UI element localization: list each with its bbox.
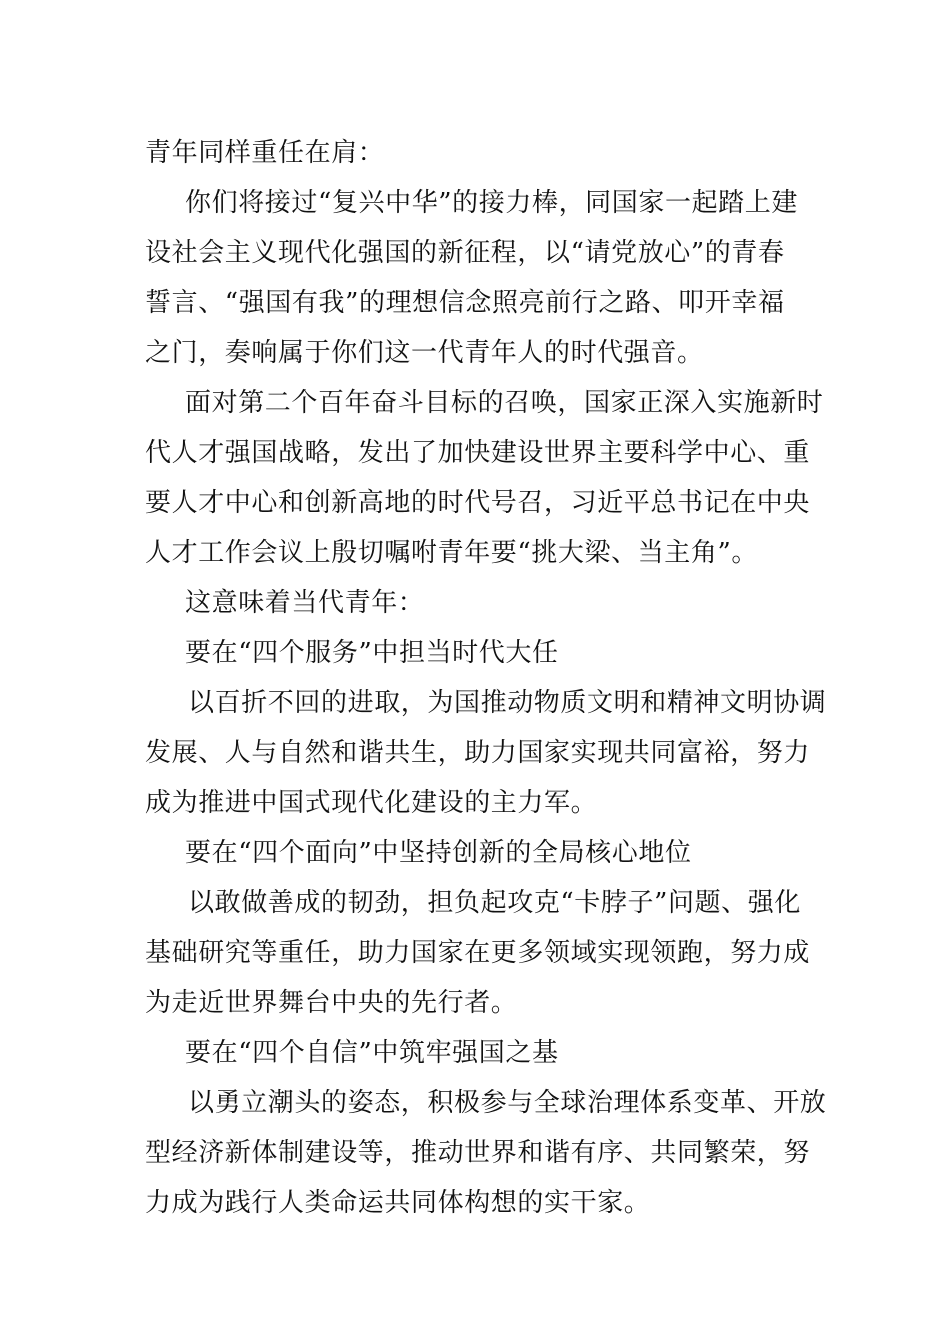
text-line: 人才工作会议上殷切嘱咐青年要“挑大梁、当主角”。	[145, 538, 758, 568]
text-line: 之门，奏响属于你们这一代青年人的时代强音。	[145, 338, 704, 368]
text-line: 力成为践行人类命运共同体构想的实干家。	[145, 1188, 651, 1218]
text-line: 以勇立潮头的姿态，积极参与全球治理体系变革、开放	[188, 1088, 827, 1118]
text-line: 你们将接过“复兴中华”的接力棒，同国家一起踏上建	[185, 188, 798, 218]
text-line: 代人才强国战略，发出了加快建设世界主要科学中心、重	[145, 438, 811, 468]
text-line: 要在“四个服务”中担当时代大任	[185, 638, 559, 668]
text-line: 以敢做善成的韧劲，担负起攻克“卡脖子”问题、强化	[188, 888, 801, 918]
text-line: 以百折不回的进取，为国推动物质文明和精神文明协调	[188, 688, 827, 718]
text-line: 这意味着当代青年：	[185, 588, 425, 618]
text-line: 型经济新体制建设等，推动世界和谐有序、共同繁荣，努	[145, 1138, 811, 1168]
text-line: 要人才中心和创新高地的时代号召，习近平总书记在中央	[145, 488, 811, 518]
text-line: 青年同样重任在肩：	[145, 138, 385, 168]
text-line: 发展、人与自然和谐共生，助力国家实现共同富裕，努力	[145, 738, 811, 768]
text-line: 要在“四个面向”中坚持创新的全局核心地位	[185, 838, 692, 868]
text-line: 要在“四个自信”中筑牢强国之基	[185, 1038, 559, 1068]
text-line: 基础研究等重任，助力国家在更多领域实现领跑，努力成	[145, 938, 811, 968]
text-line: 为走近世界舞台中央的先行者。	[145, 988, 518, 1018]
text-line: 誓言、“强国有我”的理想信念照亮前行之路、叩开幸福	[145, 288, 785, 318]
text-line: 面对第二个百年奋斗目标的召唤，国家正深入实施新时	[185, 388, 824, 418]
text-line: 成为推进中国式现代化建设的主力军。	[145, 788, 598, 818]
text-line: 设社会主义现代化强国的新征程，以“请党放心”的青春	[145, 238, 785, 268]
